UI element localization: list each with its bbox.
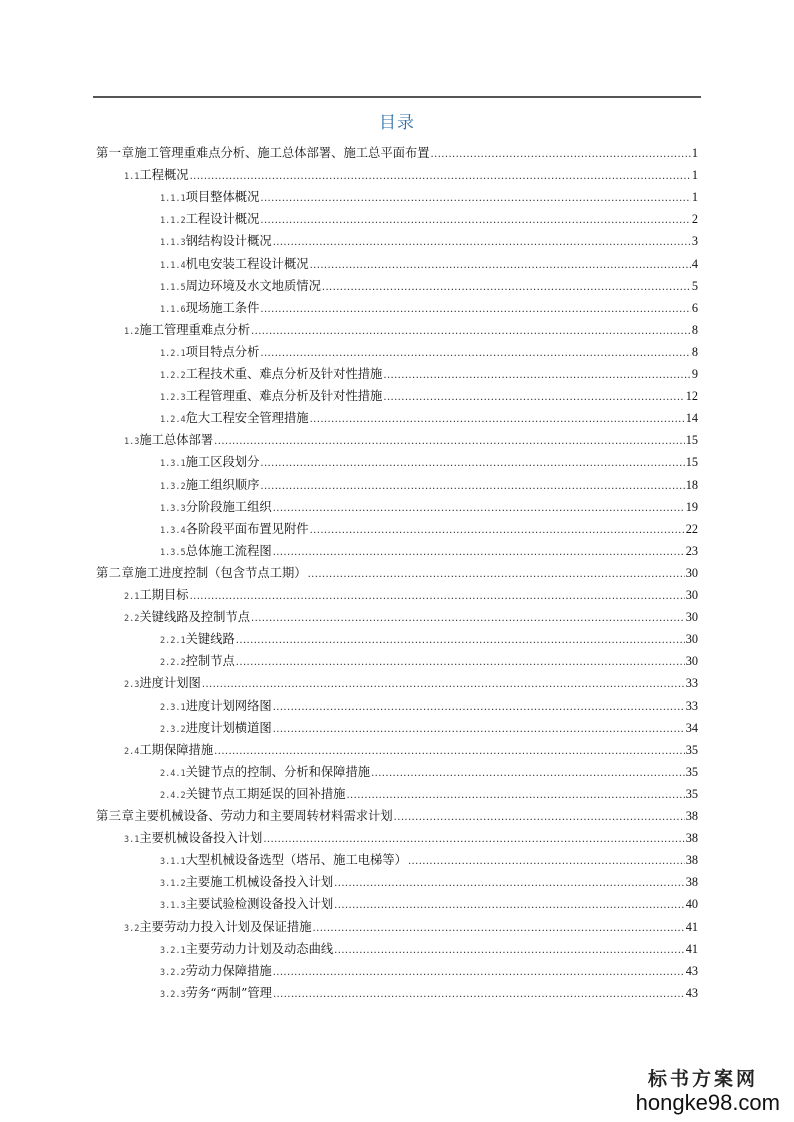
toc-entry-leader [334,895,685,917]
toc-entry[interactable] [160,363,698,385]
toc-entry-leader [273,962,685,984]
toc-entry-number: 第二章 [96,565,135,580]
toc-entry-page: 40 [685,897,698,912]
toc-entry-page: 38 [685,875,698,890]
toc-entry[interactable] [160,208,698,230]
toc-entry-title: 危大工程安全管理措施 [185,411,309,426]
toc-entry-number: 3.1.1 [160,857,186,868]
toc-entry-leader [260,453,684,475]
toc-entry[interactable] [160,496,698,518]
page-title: 目录 [379,113,415,133]
toc-entry-page: 23 [685,543,698,558]
toc-entry-title: 劳务“两制”管理 [185,985,272,1000]
toc-entry-title: 机电安装工程设计概况 [185,256,309,271]
toc-entry-page: 34 [685,720,698,735]
toc-entry-title: 周边环境及水文地质情况 [185,278,321,293]
toc-entry-number: 1.3 [124,437,140,448]
toc-entry-leader [190,586,685,608]
toc-entry-leader [346,785,684,807]
toc-entry-page: 35 [685,786,698,801]
toc-entry[interactable] [96,805,698,827]
toc-entry-title: 主要试验检测设备投入计划 [185,897,334,912]
toc-entry-leader [260,343,690,365]
toc-entry[interactable] [160,341,698,363]
toc-entry-number: 2.3 [124,680,140,691]
toc-entry[interactable] [124,827,698,849]
toc-entry-title: 各阶段平面布置见附件 [185,521,309,536]
toc-entry-number: 1.1.2 [160,216,186,227]
toc-entry-title: 工程概况 [139,168,189,183]
toc-entry-title: 主要劳动力投入计划及保证措施 [139,919,312,934]
toc-entry-page: 8 [691,344,698,359]
toc-entry-number: 1.1 [124,172,140,183]
toc-entry-page: 8 [691,322,698,337]
toc-entry-number: 1.1.6 [160,304,186,315]
toc-entry[interactable] [160,650,698,672]
toc-entry-title: 工程管理重、难点分析及针对性措施 [185,389,383,404]
toc-entry-leader [236,652,685,674]
toc-entry-leader [214,741,685,763]
toc-entry-leader [273,232,691,254]
toc-entry-leader [260,476,684,498]
toc-entry-leader [310,520,685,542]
toc-entry[interactable] [160,407,698,429]
toc-entry-leader [202,674,685,696]
toc-entry[interactable] [160,695,698,717]
toc-entry-title: 总体施工流程图 [185,543,272,558]
toc-entry-title: 工期目标 [139,588,189,602]
toc-entry-page: 9 [691,367,698,381]
toc-entry-title: 工程设计概况 [185,212,260,227]
toc-entry-title: 关键线路 [185,632,235,647]
toc-entry-title: 施工管理重难点分析、施工总体部署、施工总平面布置 [134,146,430,160]
toc-entry-leader [273,498,685,520]
toc-entry[interactable] [160,871,698,893]
toc-entry-title: 施工管理重难点分析 [139,322,251,337]
toc-entry-leader [273,697,685,719]
toc-entry-number: 3.1.3 [160,901,186,912]
toc-entry-title: 施工组织顺序 [185,477,260,492]
toc-entry[interactable] [124,739,698,761]
toc-entry-number: 3.2.3 [160,989,186,1000]
toc-entry-page: 35 [685,742,698,757]
toc-entry-number: 1.3.4 [160,525,186,536]
toc-entry-page: 41 [685,941,698,956]
toc-entry-page: 35 [685,764,698,779]
toc-entry[interactable] [160,783,698,805]
toc-entry[interactable] [124,606,698,628]
toc-entry-page: 19 [685,499,698,514]
toc-entry-number: 2.1 [124,592,140,602]
toc-entry-number: 1.3.3 [160,503,186,514]
toc-entry-page: 43 [685,985,698,1000]
toc-entry-number: 2.2.2 [160,658,186,669]
toc-entry-page: 30 [685,588,698,602]
toc-entry-number: 2.3.2 [160,724,186,735]
toc-entry-title: 项目特点分析 [185,344,260,359]
toc-entry-number: 1.2.4 [160,415,186,426]
toc-entry-title: 分阶段施工组织 [185,499,272,514]
toc-entry-title: 大型机械设备选型（塔吊、施工电梯等） [185,853,407,868]
toc-entry-leader [251,321,691,343]
toc-entry-leader [263,829,684,851]
toc-entry-title: 现场施工条件 [185,300,260,315]
toc-entry-title: 施工区段划分 [185,455,260,470]
toc-entry-title: 劳动力保障措施 [185,963,272,978]
toc-entry-page: 18 [685,477,698,492]
toc-entry-page: 30 [685,610,698,625]
toc-entry-page: 33 [685,698,698,713]
watermark-name: 标书方案网 [647,1068,758,1090]
toc-entry[interactable] [160,540,698,562]
toc-entry-title: 进度计划图 [139,676,201,691]
toc-entry[interactable] [160,230,698,252]
watermark-logo [636,1068,780,1116]
toc-entry[interactable] [160,253,698,275]
toc-entry-leader [310,409,685,431]
toc-entry-leader [383,365,690,387]
toc-entry-leader [334,940,685,962]
toc-entry[interactable] [160,186,698,208]
toc-entry-leader [408,851,685,873]
toc-entry-page: 5 [691,278,698,293]
header-rule [93,96,701,98]
toc-entry-leader [190,166,691,188]
toc-entry-number: 第一章 [96,146,135,160]
watermark-url: hongke98.com [635,1090,780,1115]
toc-entry[interactable] [124,584,698,606]
toc-entry-title: 项目整体概况 [185,190,260,205]
toc-entry-leader [260,210,690,232]
toc-entry-number: 1.1.1 [160,194,186,205]
toc-entry-number: 1.1.5 [160,282,186,293]
toc-entry-number: 2.2.1 [160,636,186,647]
toc-entry-number: 1.2 [124,326,140,337]
toc-entry-leader [334,873,685,895]
toc-entry-number: 2.4.1 [160,768,186,779]
toc-entry-leader [310,255,691,277]
toc-entry-page: 30 [685,632,698,647]
toc-entry-page: 30 [685,565,698,580]
toc-entry-leader [260,188,690,210]
toc-entry-leader [431,144,691,166]
toc-entry-leader [273,984,685,1006]
toc-entry-leader [371,763,685,785]
toc-entry-number: 2.4.2 [160,790,186,801]
toc-entry[interactable] [160,960,698,982]
toc-entry-page: 4 [691,256,698,271]
toc-entry[interactable] [160,849,698,871]
toc-entry-leader [251,608,685,630]
toc-entry-title: 关键线路及控制节点 [139,610,251,625]
toc-entry-number: 1.3.2 [160,481,186,492]
toc-entry[interactable] [160,761,698,783]
toc-entry-title: 主要劳动力计划及动态曲线 [185,941,334,956]
toc-entry-number: 3.2 [124,923,140,934]
toc-entry[interactable] [124,916,698,938]
toc-entry-leader [313,918,685,940]
toc-entry-number: 1.2.3 [160,393,186,404]
toc-entry[interactable] [160,385,698,407]
toc-entry-page: 41 [685,919,698,934]
toc-entry-page: 2 [691,212,698,227]
toc-entry-number: 1.3.5 [160,547,186,558]
toc-entry-number: 3.2.2 [160,967,186,978]
toc-entry[interactable] [124,429,698,451]
toc-entry-page: 38 [685,831,698,846]
toc-entry-number: 1.1.4 [160,260,186,271]
toc-entry-page: 38 [685,853,698,868]
toc-entry-number: 1.1.3 [160,238,186,249]
toc-entry-leader [236,630,685,652]
toc-entry-page: 1 [691,190,698,205]
toc-entry[interactable] [160,451,698,473]
toc-entry-page: 3 [691,234,698,249]
toc-entry[interactable] [124,319,698,341]
toc-entry-number: 3.1.2 [160,879,186,890]
toc-entry-title: 钢结构设计概况 [185,234,272,249]
toc-entry-number: 2.4 [124,746,140,757]
toc-entry-page: 22 [685,521,698,536]
toc-entry-leader [273,542,685,564]
toc-entry-title: 施工总体部署 [139,433,214,448]
toc-entry[interactable] [160,628,698,650]
toc-entry-leader [394,807,685,829]
toc-entry[interactable] [160,893,698,915]
toc-entry-number: 3.1 [124,835,140,846]
toc-entry-page: 12 [685,389,698,404]
toc-entry-number: 2.2 [124,614,140,625]
toc-entry-page: 1 [691,168,698,183]
toc-entry[interactable] [160,982,698,1004]
toc-entry[interactable] [160,938,698,960]
toc-entry-title: 进度计划横道图 [185,720,272,735]
toc-entry-page: 15 [685,455,698,470]
toc-entry[interactable] [96,142,698,164]
toc-entry-number: 1.2.1 [160,348,186,359]
toc-entry[interactable] [160,297,698,319]
toc-entry-title: 主要施工机械设备投入计划 [185,875,334,890]
toc-entry-title: 关键节点工期延误的回补措施 [185,786,346,801]
toc-entry-title: 主要机械设备、劳动力和主要周转材料需求计划 [134,809,393,823]
toc-entry-page: 30 [685,654,698,669]
toc-entry-leader [214,431,685,453]
toc-entry[interactable] [124,164,698,186]
toc-entry-leader [260,299,690,321]
toc-entry-leader [308,564,685,586]
toc-entry-leader [273,719,685,741]
toc-entry-page: 43 [685,963,698,978]
toc-entry-title: 主要机械设备投入计划 [139,831,263,846]
toc-entry-page: 33 [685,676,698,691]
toc-entry-title: 施工进度控制（包含节点工期） [134,565,307,580]
toc-entry[interactable] [160,518,698,540]
toc-entry-number: 2.3.1 [160,702,186,713]
toc-entry-number: 1.2.2 [160,371,186,381]
toc-entry-title: 控制节点 [185,654,235,669]
toc-entry-page: 6 [691,300,698,315]
toc-entry-title: 进度计划网络图 [185,698,272,713]
toc-entry[interactable] [160,275,698,297]
toc-entry[interactable] [124,672,698,694]
toc-entry-number: 3.2.1 [160,945,186,956]
toc-entry-page: 38 [685,809,698,823]
toc-entry-number: 第三章 [96,809,135,823]
toc-entry[interactable] [160,717,698,739]
toc-entry-page: 1 [691,146,698,160]
toc-entry-title: 工程技术重、难点分析及针对性措施 [185,367,383,381]
toc-entry-title: 工期保障措施 [139,742,214,757]
toc-entry-page: 14 [685,411,698,426]
toc-entry-number: 1.3.1 [160,459,186,470]
toc-entry-page: 15 [685,433,698,448]
toc-entry-title: 关键节点的控制、分析和保障措施 [185,764,371,779]
toc-entry-leader [383,387,684,409]
toc-entry[interactable] [160,474,698,496]
toc-entry[interactable] [96,562,698,584]
toc-entry-leader [322,277,691,299]
